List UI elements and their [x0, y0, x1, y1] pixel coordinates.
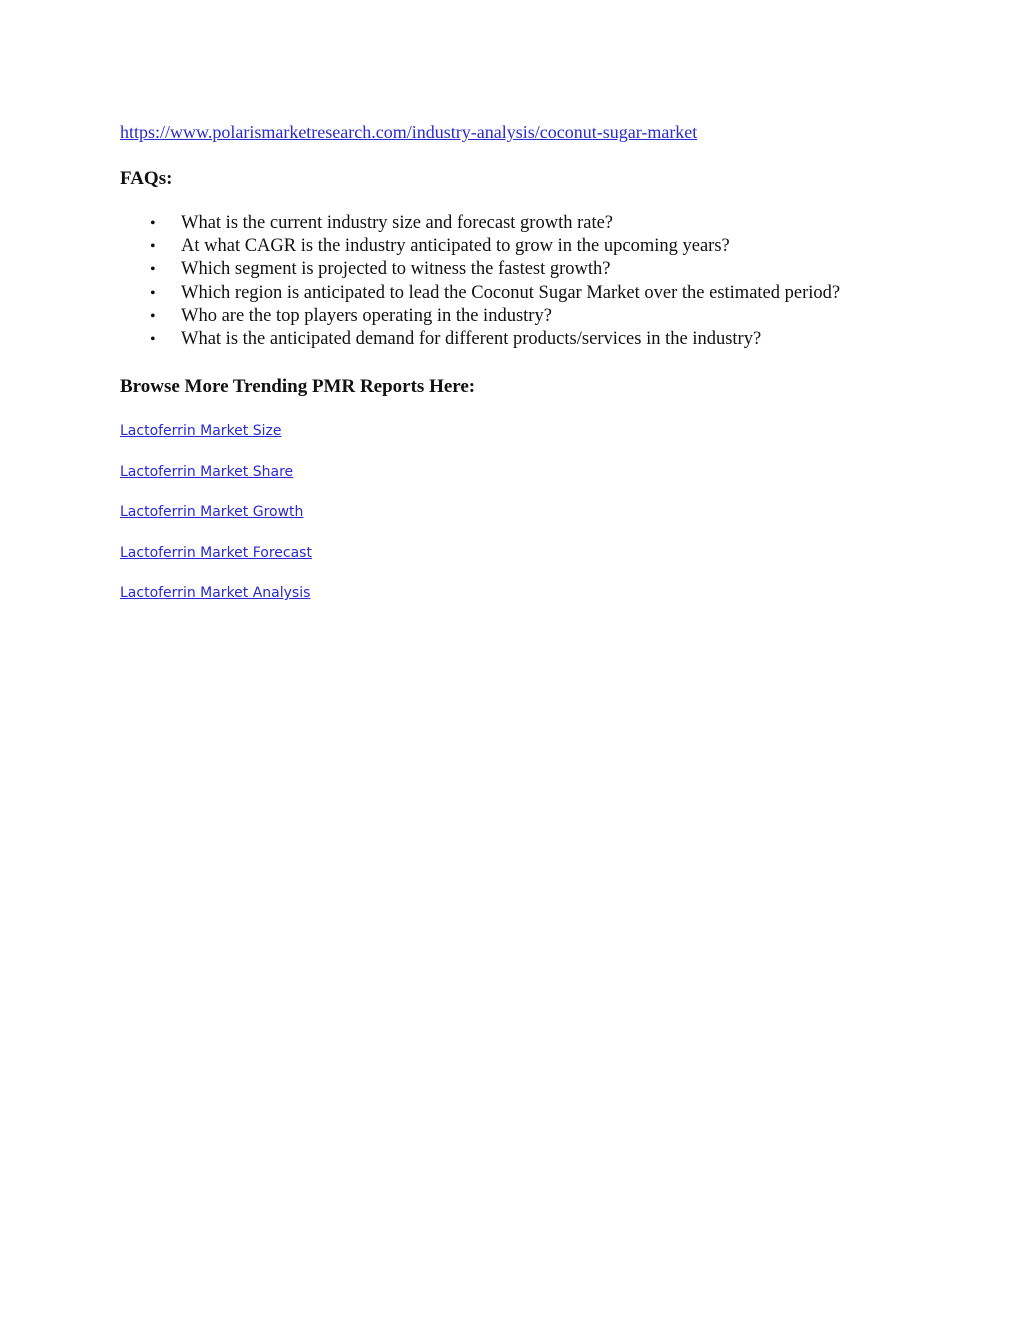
faq-list	[120, 212, 840, 351]
report-link-item	[120, 544, 312, 585]
faq-item	[120, 235, 840, 258]
source-url-link[interactable]: https://www.polarismarketresearch.com/industry-analysis/coconut-sugar-market	[120, 122, 698, 142]
bullet-icon: •	[150, 261, 156, 279]
bullet-icon: •	[150, 284, 156, 302]
faq-text: What is the anticipated demand for different products/services in the industry?	[181, 329, 762, 350]
report-link-item	[120, 503, 312, 544]
faq-text: What is the current industry size and forecast growth rate?	[181, 213, 614, 233]
faq-text: Which region is anticipated to lead the Coconut Sugar Market over the estimated period?	[181, 282, 841, 303]
report-links-list	[120, 422, 312, 625]
bullet-icon: •	[150, 307, 156, 325]
faq-item	[120, 258, 840, 281]
report-link-market-forecast[interactable]: Lactoferrin Market Forecast	[120, 544, 312, 561]
report-link-item	[120, 463, 312, 504]
faq-text: At what CAGR is the industry anticipated to grow in the upcoming years?	[181, 236, 730, 257]
report-link-market-share[interactable]: Lactoferrin Market Share	[120, 463, 294, 480]
bullet-icon: •	[150, 215, 156, 232]
report-link-market-growth[interactable]: Lactoferrin Market Growth	[120, 504, 304, 521]
faq-heading: FAQs:	[120, 168, 173, 189]
faq-text: Who are the top players operating in the industry?	[181, 305, 552, 326]
faq-item	[120, 305, 840, 328]
report-link-item	[120, 584, 312, 625]
faq-item	[120, 328, 840, 351]
bullet-icon: •	[150, 238, 156, 256]
faq-item	[120, 282, 840, 305]
report-link-item	[120, 422, 312, 463]
report-link-market-size[interactable]: Lactoferrin Market Size	[120, 423, 282, 439]
faq-text: Which segment is projected to witness the fastest growth?	[181, 259, 611, 280]
bullet-icon: •	[150, 331, 156, 349]
report-link-market-analysis[interactable]: Lactoferrin Market Analysis	[120, 585, 311, 602]
browse-reports-heading: Browse More Trending PMR Reports Here:	[120, 376, 476, 397]
faq-item	[120, 212, 840, 235]
